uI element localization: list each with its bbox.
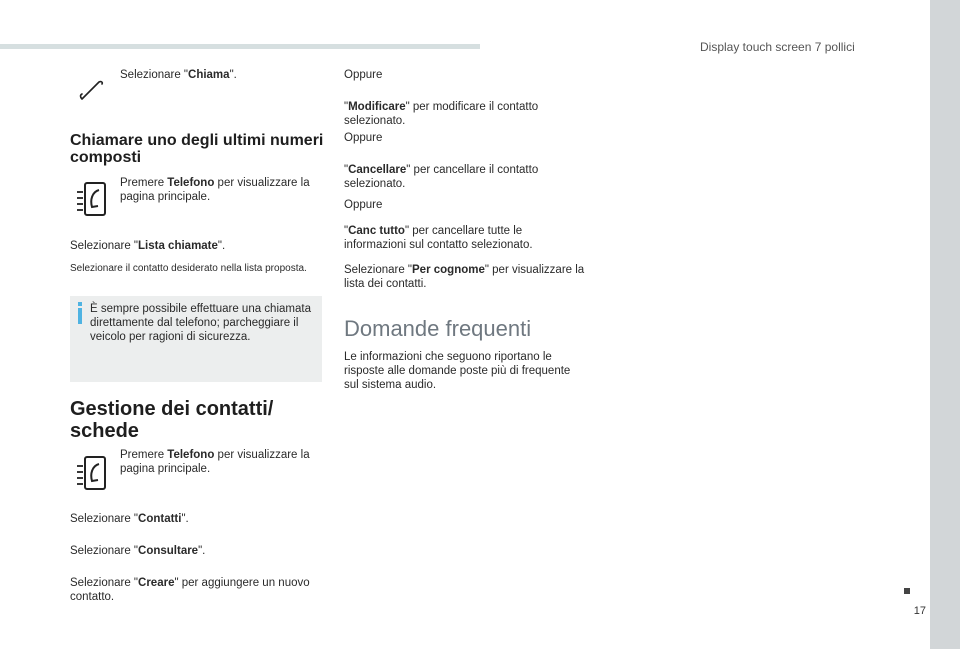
press-phone-instruction-2: Premere Telefono per visualizzare la pagina principale. — [120, 449, 310, 475]
section-title-contacts: Gestione dei contatti/ schede — [70, 398, 274, 442]
press-phone-instruction-1: Premere Telefono per visualizzare la pagina principale. — [120, 177, 310, 203]
select-call-list: Selezionare "Lista chiamate". — [70, 240, 226, 252]
select-contacts: Selezionare "Contatti". — [70, 513, 189, 525]
cancel-all-instruction: "Canc tutto" per cancellare tutte le informazioni sul contatto selezionato. — [344, 225, 533, 251]
safety-callout-text: È sempre possibile effettuare una chiamata direttamente dal telefono; parcheggiare il veicolo per ragioni di sicurezza. — [90, 303, 311, 343]
phone-handset-icon — [78, 76, 106, 104]
info-icon — [76, 302, 84, 324]
header-title: Display touch screen 7 pollici — [700, 40, 855, 54]
phone-app-icon — [74, 454, 108, 492]
oppure-3: Oppure — [344, 199, 383, 211]
select-consult: Selezionare "Consultare". — [70, 545, 206, 557]
select-create: Selezionare "Creare" per aggiungere un nuovo contatto. — [70, 577, 310, 603]
by-surname-instruction: Selezionare "Per cognome" per visualizzare la lista dei contatti. — [344, 264, 585, 290]
faq-title: Domande frequenti — [344, 316, 532, 341]
select-contact-note: Selezionare il contatto desiderato nella lista proposta. — [70, 263, 307, 274]
phone-app-icon — [74, 180, 108, 218]
oppure-1: Oppure — [344, 69, 383, 81]
faq-text: Le informazioni che seguono riportano le risposte alle domande poste più di frequente sul sistema audio. — [344, 351, 571, 391]
cancel-instruction: "Cancellare" per cancellare il contatto selezionato. — [344, 164, 539, 190]
page-number: 17 — [913, 605, 926, 617]
page-side-tab — [930, 0, 960, 649]
page-end-marker — [904, 588, 910, 594]
modify-instruction: "Modificare" per modificare il contatto selezionato. — [344, 101, 539, 127]
oppure-2: Oppure — [344, 132, 383, 144]
header-rule — [0, 44, 480, 49]
call-instruction: Selezionare "Chiama". — [120, 69, 237, 81]
section-title-recent-calls: Chiamare uno degli ultimi numeri composti — [70, 132, 324, 166]
